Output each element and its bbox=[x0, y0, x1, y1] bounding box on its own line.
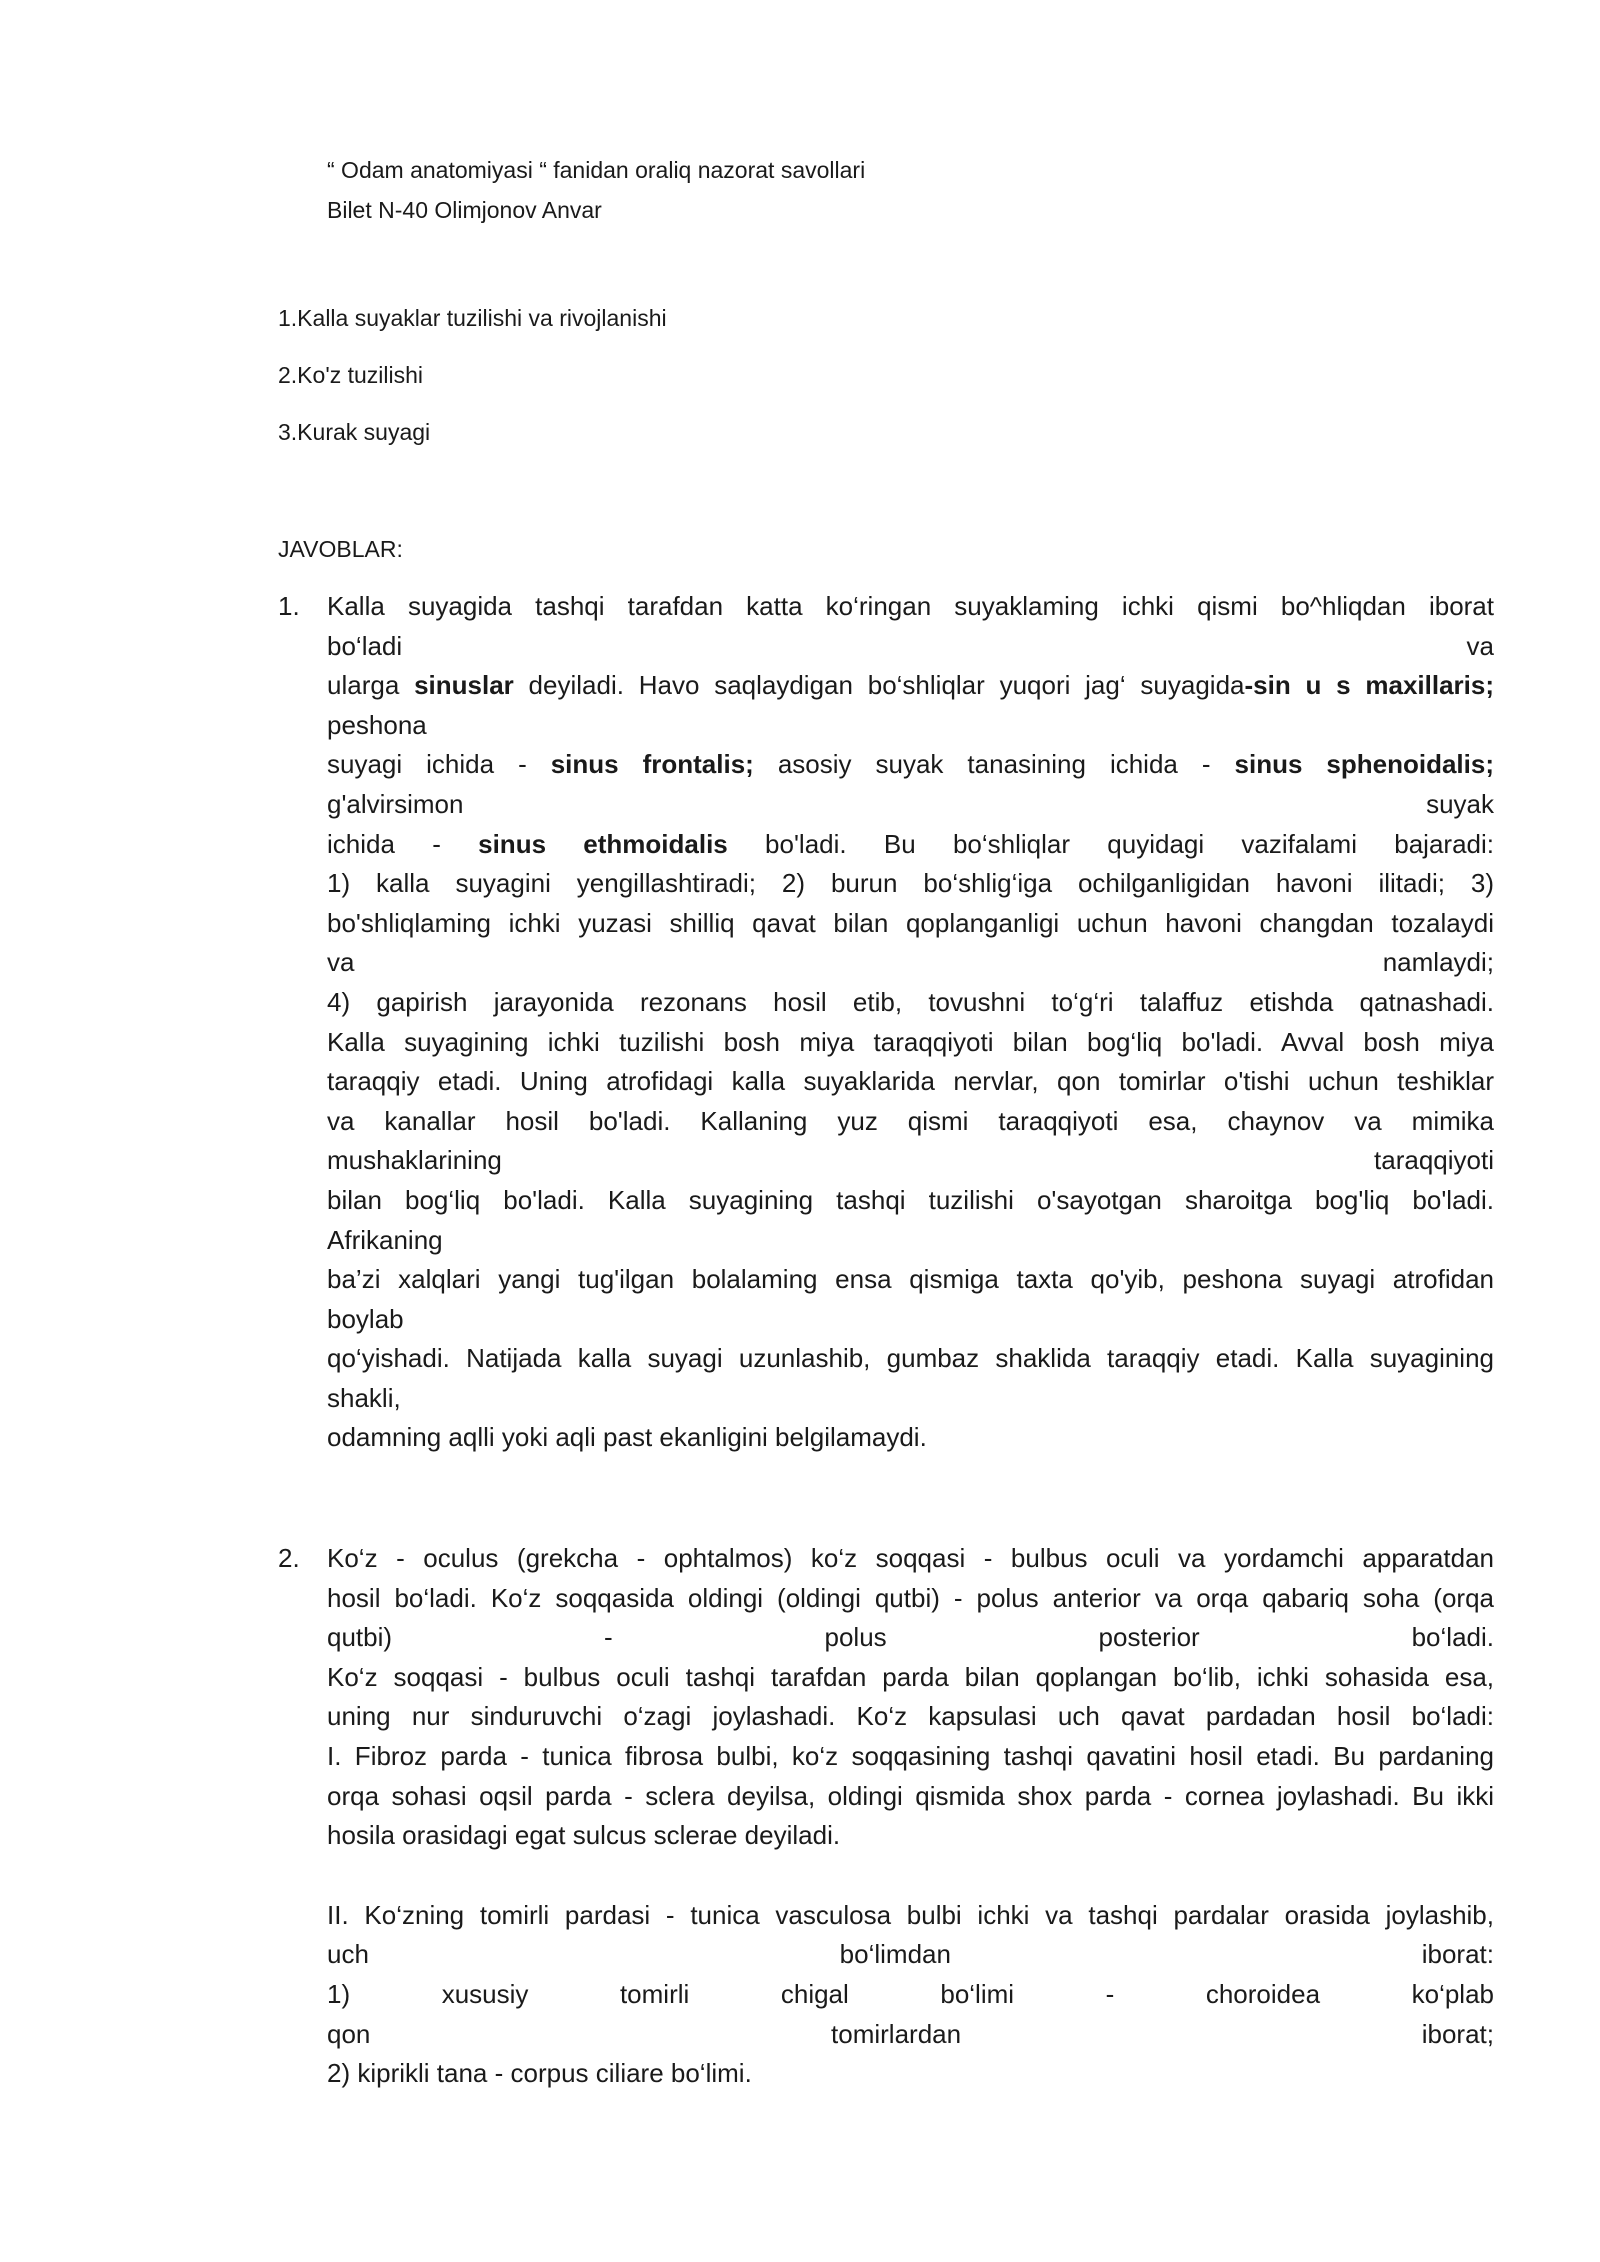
ticket-line: Bilet N-40 Olimjonov Anvar bbox=[327, 197, 602, 223]
term-sinus-sphenoidalis: sinus sphenoidalis; bbox=[1234, 749, 1494, 780]
text-line: peshona bbox=[327, 709, 427, 740]
text-line: Ko‘z - oculus (grekcha - ophtalmos) ko‘z soqqasi - bulbus oculi va yordamchi apparatdan bbox=[327, 1543, 1494, 1573]
text-line: ularga sinuslar deyiladi. Havo saqlaydigan bo‘shliqlar yuqori jag‘ suyagida-sin u s maxillaris; bbox=[327, 670, 1494, 701]
question-item: 3.Kurak suyagi bbox=[278, 419, 431, 445]
term-sinus-frontalis: sinus frontalis; bbox=[550, 749, 754, 780]
text-line: va kanallar hosil bo'ladi. Kallaning yuz qismi taraqqiyoti esa, chaynov va mimika bbox=[327, 1105, 1494, 1136]
text-line: taraqqiy etadi. Uning atrofidagi kalla suyaklarida nervlar, qon tomirlar o'tishi uchun teshiklar bbox=[327, 1066, 1494, 1097]
text-line: bo'shliqlaming ichki yuzasi shilliq qavat bilan qoplanganligi uchun havoni changdan tozalaydi bbox=[327, 907, 1494, 938]
text-line: Ko‘z soqqasi - bulbus oculi tashqi tarafdan parda bilan qoplangan bo‘lib, ichki sohasida esa, bbox=[327, 1661, 1494, 1692]
document-title: “ Odam anatomiyasi “ fanidan oraliq nazorat savollari bbox=[327, 157, 866, 183]
text-line: Kalla suyagida tashqi tarafdan katta ko‘ringan suyaklaming ichki qismi bo^hliqdan iborat bbox=[327, 591, 1494, 621]
answer-1 bbox=[278, 587, 1494, 1458]
text-line: bo‘ladi va bbox=[327, 630, 1494, 661]
term-sinuslar: sinuslar bbox=[414, 670, 514, 701]
text-line: uning nur sinduruvchi o‘zagi joylashadi. Ko‘z kapsulasi uch qavat pardadan hosil bo‘ladi: bbox=[327, 1701, 1494, 1732]
text-line: Kalla suyagining ichki tuzilishi bosh miya taraqqiyoti bilan bog‘liq bo'ladi. Avval bosh miya bbox=[327, 1026, 1494, 1057]
term-sinus-ethmoidalis: sinus ethmoidalis bbox=[478, 828, 728, 859]
text-line: 4) gapirish jarayonida rezonans hosil etib, tovushni to‘g‘ri talaffuz etishda qatnashadi. bbox=[327, 986, 1494, 1017]
text-line: II. Ko‘zning tomirli pardasi - tunica vasculosa bulbi ichki va tashqi pardalar orasida joylashib, bbox=[327, 1899, 1494, 1930]
document-header bbox=[327, 150, 865, 230]
question-item: 1.Kalla suyaklar tuzilishi va rivojlanishi bbox=[278, 305, 667, 331]
text-line: 1) kalla suyagini yengillashtiradi; 2) burun bo‘shlig‘iga ochilganligidan havoni ilitadi; 3) bbox=[327, 868, 1494, 899]
text-line: orqa sohasi oqsil parda - sclera deyilsa, oldingi qismida shox parda - cornea joylashadi. Bu ikki bbox=[327, 1780, 1494, 1811]
answer-2 bbox=[278, 1539, 1494, 2094]
text-line: odamning aqlli yoki aqli past ekanligini belgilamaydi. bbox=[327, 1422, 927, 1453]
text-line: boylab bbox=[327, 1303, 404, 1334]
text-line: g'alvirsimon suyak bbox=[327, 788, 1494, 819]
text-line: qon tomirlardan iborat; bbox=[327, 2018, 1494, 2049]
text-line: hosila orasidagi egat sulcus sclerae deyiladi. bbox=[327, 1820, 841, 1851]
term-sinus-maxillaris: -sin u s maxillaris; bbox=[1244, 670, 1494, 701]
text-line: I. Fibroz parda - tunica fibrosa bulbi, ko‘z soqqasining tashqi qavatini hosil etadi. Bu pardaning bbox=[327, 1740, 1494, 1771]
text-line: Afrikaning bbox=[327, 1224, 443, 1255]
answers-heading: JAVOBLAR: bbox=[278, 536, 403, 562]
question-list bbox=[278, 298, 667, 469]
text-line: 2) kiprikli tana - corpus ciliare bo‘limi. bbox=[327, 2058, 752, 2089]
question-item: 2.Ko'z tuzilishi bbox=[278, 362, 424, 388]
answer-body bbox=[327, 587, 1494, 1458]
text-line: bilan bog‘liq bo'ladi. Kalla suyagining tashqi tuzilishi o'sayotgan sharoitga bog'liq bo'ladi. bbox=[327, 1184, 1494, 1215]
text-line: ichida - sinus ethmoidalis bo'ladi. Bu bo‘shliqlar quyidagi vazifalami bajaradi: bbox=[327, 828, 1494, 859]
text-line: suyagi ichida - sinus frontalis; asosiy suyak tanasining ichida - sinus sphenoidalis; bbox=[327, 749, 1494, 780]
answer-number: 2. bbox=[278, 1543, 300, 1573]
text-line: 1) xususiy tomirli chigal bo‘limi - choroidea ko‘plab bbox=[327, 1978, 1495, 2009]
text-line: shakli, bbox=[327, 1382, 401, 1413]
paragraph-gap bbox=[327, 1856, 1494, 1896]
text-line: va namlaydi; bbox=[327, 947, 1494, 978]
answer-number: 1. bbox=[278, 591, 300, 621]
text-line: ba’zi xalqlari yangi tug'ilgan bolalaming ensa qismiga taxta qo'yib, peshona suyagi atrofidan bbox=[327, 1264, 1494, 1295]
text-line: mushaklarining taraqqiyoti bbox=[327, 1145, 1494, 1176]
text-line: hosil bo‘ladi. Ko‘z soqqasida oldingi (oldingi qutbi) - polus anterior va orqa qabariq soha (orqa bbox=[327, 1582, 1494, 1613]
text-line: qutbi) - polus posterior bo‘ladi. bbox=[327, 1622, 1494, 1653]
text-line: uch bo‘limdan iborat: bbox=[327, 1939, 1494, 1970]
text-line: qo‘yishadi. Natijada kalla suyagi uzunlashib, gumbaz shaklida taraqqiy etadi. Kalla suyagining bbox=[327, 1343, 1494, 1374]
answer-body bbox=[327, 1539, 1494, 2094]
